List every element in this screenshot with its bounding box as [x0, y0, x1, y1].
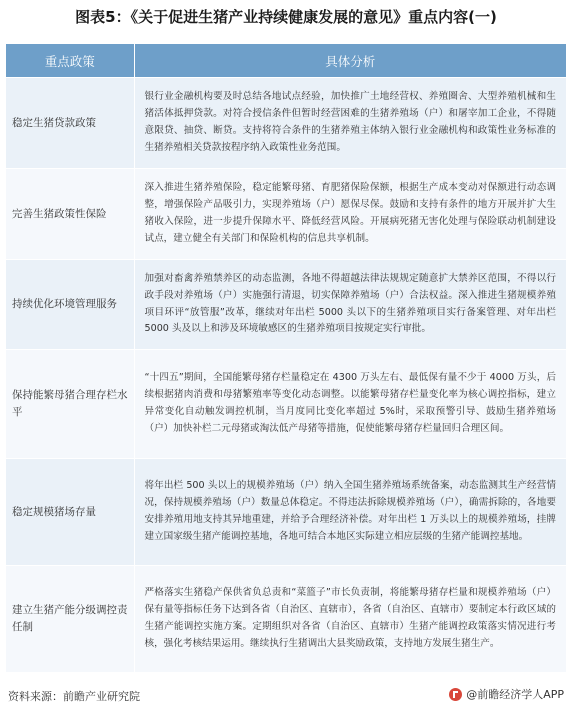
- policy-table: [6, 44, 566, 673]
- policy-detail: 将年出栏 500 头以上的规模养殖场（户）纳入全国生猪养殖场系统备案，动态监测其生产经营情况，保持规模养殖场（户）数量总体稳定。不得违法拆除规模养殖场（户），确需拆除的，各地要安排养殖用地支持其异地重建，并给予合理经济补偿。对年出栏 1 万头以上的规模养殖场，挂牌建立国家级生猪产能调控基地，各地可结合本地区实际建立相应层级的生猪产能调控基地。: [134, 459, 566, 566]
- policy-name: 保持能繁母猪合理存栏水平: [6, 350, 134, 459]
- table-row: [6, 169, 566, 260]
- header-detail: 具体分析: [134, 44, 566, 78]
- header-policy: 重点政策: [6, 44, 134, 78]
- table-row: [6, 566, 566, 673]
- brand-logo-icon: [449, 688, 462, 701]
- table-header-row: [6, 44, 566, 78]
- policy-detail: 严格落实生猪稳产保供省负总责和“菜篮子”市长负责制，将能繁母猪存栏量和规模养殖场（户）保有量等指标任务下达到各省（自治区、直辖市），各省（自治区、直辖市）要制定本行政区域的生猪产能调控实施方案。定期组织对各省（自治区、直辖市）生猪产能调控政策落实情况进行考核，强化考核结果运用。继续执行生猪调出大县奖励政策，支持地方发展生猪生产。: [134, 566, 566, 673]
- policy-detail: 银行业金融机构要及时总结各地试点经验，加快推广土地经营权、养殖圈舍、大型养殖机械和生猪活体抵押贷款。对符合授信条件但暂时经营困难的生猪养殖场（户）和屠宰加工企业，不得随意限贷、抽贷、断贷。支持将符合条件的生猪养殖主体纳入银行业金融机构和政策性业务标准的生猪养殖相关贷款按程序纳入政策性业务范围。: [134, 78, 566, 169]
- brand-credit: [449, 686, 564, 702]
- table-row: [6, 78, 566, 169]
- table-row: [6, 350, 566, 459]
- policy-detail: “十四五”期间，全国能繁母猪存栏量稳定在 4300 万头左右、最低保有量不少于 4000 万头，后续根据猪肉消费和母猪繁殖率等变化动态调整。以能繁母猪存栏量变化率为核心调控指标，建立异常变化自动触发调控机制，当月度同比变化率超过 5%时，采取预警引导、鼓励生猪养殖场（户）加快补栏二元母猪或淘汰低产母猪等措施，促使能繁母猪存栏量回归合理区间。: [134, 350, 566, 459]
- policy-detail: 加强对畜禽养殖禁养区的动态监测，各地不得超越法律法规规定随意扩大禁养区范围，不得以行政手段对养殖场（户）实施强行清退，切实保障养殖场（户）合法权益。深入推进生猪规模养殖项目环评“放管服”改革，继续对年出栏 5000 头以下的生猪养殖项目实行备案管理、对年出栏 5000 头及以上和涉及环境敏感区的生猪养殖项目按规定实行审批。: [134, 260, 566, 350]
- policy-name: 持续优化环境管理服务: [6, 260, 134, 350]
- policy-name: 稳定规模猪场存量: [6, 459, 134, 566]
- policy-detail: 深入推进生猪养殖保险，稳定能繁母猪、育肥猪保险保额，根据生产成本变动对保额进行动态调整，增强保险产品吸引力，实现养殖场（户）愿保尽保。鼓励和支持有条件的地方开展并扩大生猪收入保险，进一步提升保障水平、降低经营风险。开展病死猪无害化处理与保险联动机制建设试点，建立健全有关部门和保险机构的信息共享机制。: [134, 169, 566, 260]
- policy-name: 完善生猪政策性保险: [6, 169, 134, 260]
- policy-name: 稳定生猪贷款政策: [6, 78, 134, 169]
- table-row: [6, 459, 566, 566]
- table-row: [6, 260, 566, 350]
- figure-title: 图表5：《关于促进生猪产业持续健康发展的意见》重点内容(一): [75, 8, 497, 26]
- brand-credit-text: @前瞻经济学人APP: [466, 688, 564, 701]
- policy-name: 建立生猪产能分级调控责任制: [6, 566, 134, 673]
- source-note: 资料来源：前瞻产业研究院: [8, 690, 140, 703]
